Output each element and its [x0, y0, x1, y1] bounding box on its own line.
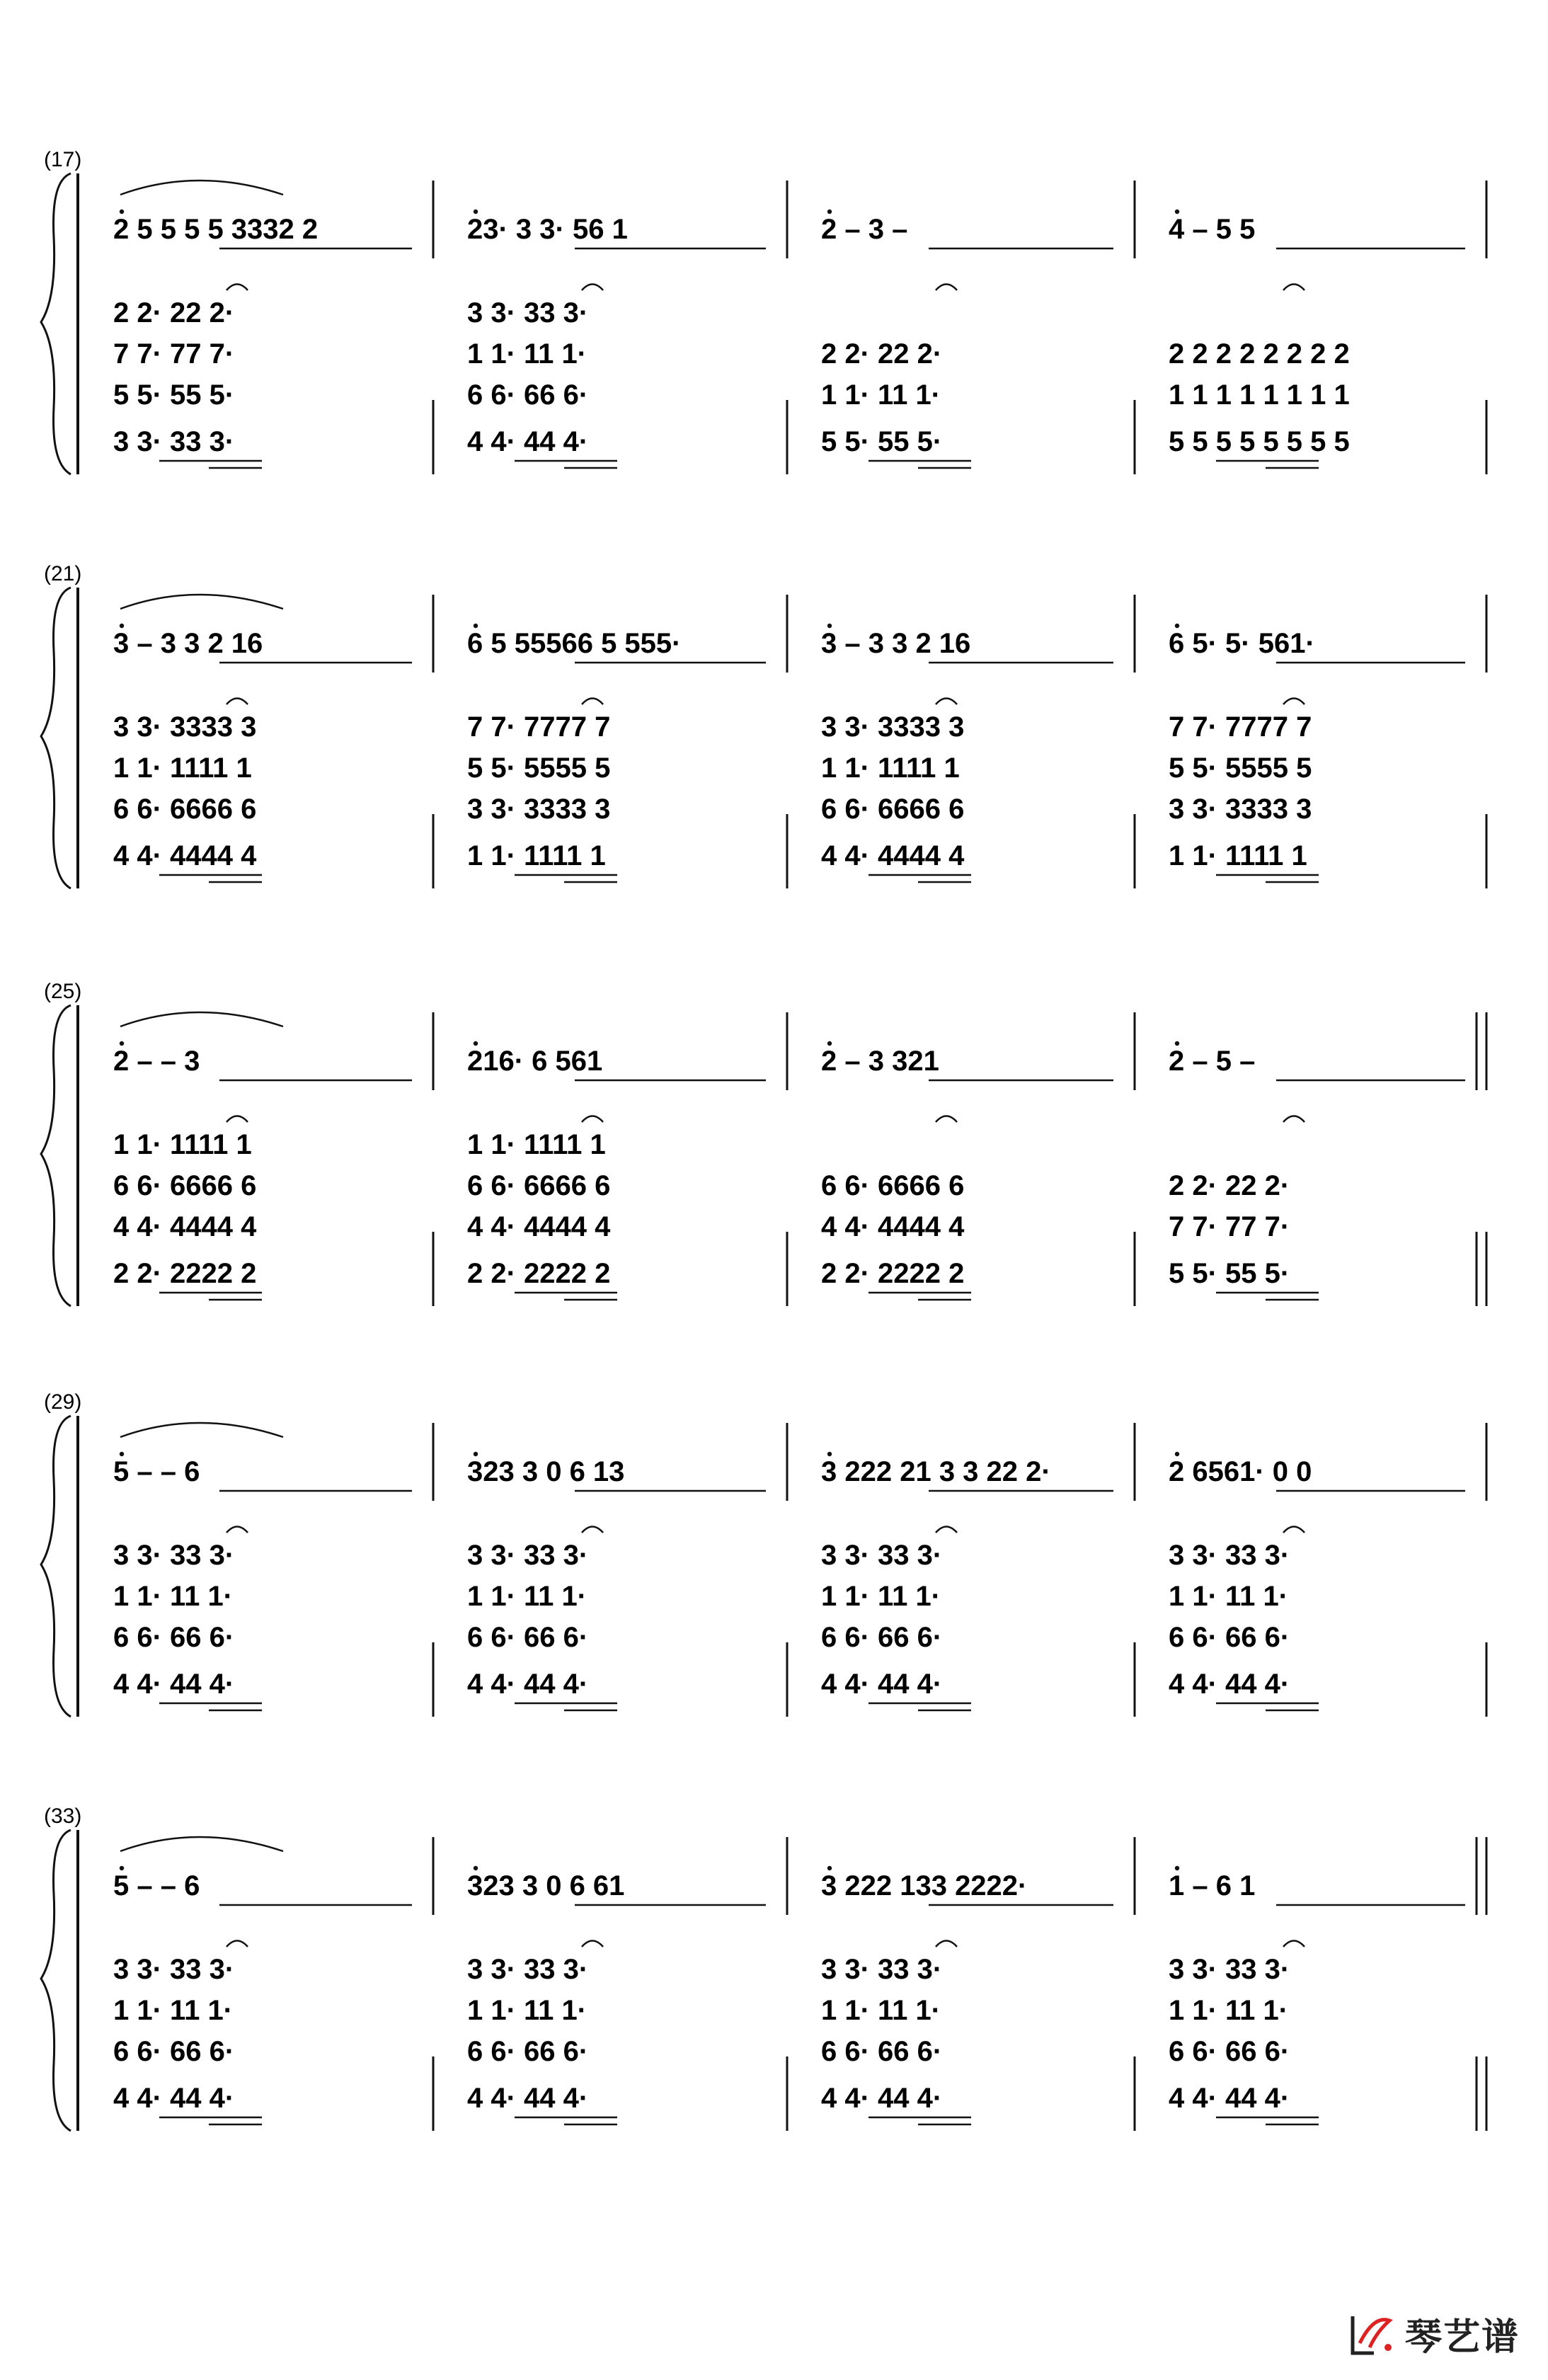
accompaniment-voice-3: 1 1· 11 1·	[821, 379, 941, 411]
accompaniment-voice-3: 4 4· 4444 4	[113, 1211, 257, 1242]
melody-notes: 2 – – 3	[113, 1046, 200, 1077]
melody-notes: 4 – 5 5	[1169, 214, 1256, 245]
measure	[113, 181, 433, 474]
accompaniment-voice-4: 3 3· 33 3·	[113, 426, 235, 457]
measure	[113, 1423, 433, 1717]
measure	[467, 595, 787, 888]
melody-notes: 2 – 3 321	[821, 1046, 939, 1077]
octave-dot	[827, 624, 832, 628]
accompaniment-voice-4: 2 2· 2222 2	[113, 1258, 257, 1289]
melody-notes: 3 – 3 3 2 16	[821, 628, 971, 659]
measure	[1169, 595, 1486, 888]
accompaniment-voice-4: 4 4· 4444 4	[821, 840, 965, 871]
grand-staff-brace	[41, 173, 71, 474]
accompaniment-voice-2: 1 1· 11 1·	[113, 1995, 234, 2026]
accompaniment-voice-4: 4 4· 44 4·	[467, 2083, 589, 2114]
tie-arc	[582, 285, 603, 291]
accompaniment-voice-2: 6 6· 6666 6	[113, 1170, 257, 1201]
accompaniment-voice-1: 3 3· 3333 3	[113, 711, 257, 743]
accompaniment-voice-3: 7 7· 77 7·	[1169, 1211, 1290, 1242]
melody-notes: 2 6561· 0 0	[1169, 1456, 1312, 1487]
accompaniment-voice-2: 5 5· 5555 5	[1169, 753, 1312, 784]
measure-number: (17)	[44, 148, 82, 171]
melody-notes: 2 5 5 5 5 3332 2	[113, 214, 319, 245]
octave-dot	[827, 210, 832, 214]
accompaniment-voice-2: 1 1· 11 1·	[467, 338, 587, 370]
melody-notes: 2 – 3 –	[821, 214, 908, 245]
melody-notes: 6 5· 5· 561·	[1169, 628, 1315, 659]
tie-arc	[936, 1116, 957, 1123]
accompaniment-voice-2: 2 2· 22 2·	[821, 338, 943, 370]
octave-dot	[120, 1452, 124, 1456]
tie-arc	[936, 285, 957, 291]
slur-arc	[120, 1837, 283, 1851]
tie-arc	[582, 1116, 603, 1123]
system-4	[41, 1390, 1486, 1717]
melody-notes: 1 – 6 1	[1169, 1870, 1256, 1901]
accompaniment-voice-2: 1 1· 1111 1	[113, 753, 252, 784]
logo-icon	[1346, 2308, 1398, 2360]
measure	[1169, 181, 1486, 474]
accompaniment-voice-2: 1 1· 11 1·	[1169, 1995, 1289, 2026]
accompaniment-voice-3: 6 6· 66 6·	[1169, 1622, 1290, 1653]
measure	[821, 181, 1135, 474]
melody-notes: 3 222 133 2222·	[821, 1870, 1028, 1901]
octave-dot	[474, 210, 478, 214]
tie-arc	[936, 699, 957, 705]
accompaniment-voice-3: 1 1 1 1 1 1 1 1	[1169, 379, 1350, 411]
accompaniment-voice-1: 7 7· 7777 7	[467, 711, 611, 743]
accompaniment-voice-3: 5 5· 55 5·	[113, 379, 235, 411]
tie-arc	[227, 1941, 248, 1947]
octave-dot	[120, 624, 124, 628]
accompaniment-voice-1: 3 3· 33 3·	[467, 297, 589, 328]
accompaniment-voice-4: 4 4· 4444 4	[113, 840, 257, 871]
tie-arc	[227, 1116, 248, 1123]
measure-number: (25)	[44, 980, 82, 1003]
grand-staff-brace	[41, 1416, 71, 1717]
accompaniment-voice-2: 1 1· 11 1·	[821, 1995, 941, 2026]
accompaniment-voice-1: 1 1· 1111 1	[113, 1129, 252, 1160]
tie-arc	[1283, 285, 1305, 291]
accompaniment-voice-4: 4 4· 44 4·	[821, 2083, 943, 2114]
octave-dot	[474, 1041, 478, 1046]
accompaniment-voice-1: 3 3· 33 3·	[1169, 1540, 1290, 1571]
octave-dot	[1175, 1866, 1179, 1870]
melody-notes: 5 – – 6	[113, 1456, 200, 1487]
octave-dot	[474, 1866, 478, 1870]
accompaniment-voice-2: 1 1· 11 1·	[113, 1581, 234, 1612]
octave-dot	[1175, 210, 1179, 214]
accompaniment-voice-1: 3 3· 3333 3	[821, 711, 965, 743]
slur-arc	[120, 1423, 283, 1437]
measure	[467, 1012, 787, 1306]
system-1	[41, 148, 1486, 474]
accompaniment-voice-4: 4 4· 44 4·	[467, 1669, 589, 1700]
measure	[821, 1012, 1135, 1306]
accompaniment-voice-3: 6 6· 66 6·	[1169, 2036, 1290, 2067]
accompaniment-voice-3: 6 6· 66 6·	[467, 2036, 589, 2067]
melody-notes: 216· 6 561	[467, 1046, 603, 1077]
grand-staff-brace	[41, 1830, 71, 2131]
accompaniment-voice-3: 4 4· 4444 4	[821, 1211, 965, 1242]
octave-dot	[120, 210, 124, 214]
system-3	[41, 980, 1486, 1306]
system-2	[41, 562, 1486, 888]
accompaniment-voice-4: 4 4· 44 4·	[1169, 2083, 1290, 2114]
accompaniment-voice-3: 6 6· 66 6·	[113, 2036, 235, 2067]
accompaniment-voice-1: 3 3· 33 3·	[113, 1954, 235, 1985]
accompaniment-voice-1: 3 3· 33 3·	[821, 1954, 943, 1985]
watermark	[1346, 2307, 1520, 2360]
accompaniment-voice-1: 3 3· 33 3·	[467, 1954, 589, 1985]
accompaniment-voice-3: 4 4· 4444 4	[467, 1211, 611, 1242]
accompaniment-voice-1: 3 3· 33 3·	[821, 1540, 943, 1571]
measure	[467, 1423, 787, 1717]
measure	[1169, 1423, 1486, 1717]
accompaniment-voice-4: 5 5· 55 5·	[1169, 1258, 1290, 1289]
accompaniment-voice-1: 1 1· 1111 1	[467, 1129, 606, 1160]
tie-arc	[582, 699, 603, 705]
accompaniment-voice-4: 2 2· 2222 2	[467, 1258, 611, 1289]
accompaniment-voice-4: 2 2· 2222 2	[821, 1258, 965, 1289]
accompaniment-voice-2: 1 1· 1111 1	[821, 753, 960, 784]
accompaniment-voice-3: 3 3· 3333 3	[1169, 794, 1312, 825]
accompaniment-voice-1: 3 3· 33 3·	[1169, 1954, 1290, 1985]
accompaniment-voice-4: 4 4· 44 4·	[1169, 1669, 1290, 1700]
octave-dot	[1175, 1452, 1179, 1456]
tie-arc	[936, 1941, 957, 1947]
octave-dot	[474, 1452, 478, 1456]
accompaniment-voice-2: 2 2· 22 2·	[1169, 1170, 1290, 1201]
accompaniment-voice-4: 5 5 5 5 5 5 5 5	[1169, 426, 1350, 457]
accompaniment-voice-1: 7 7· 7777 7	[1169, 711, 1312, 743]
accompaniment-voice-3: 3 3· 3333 3	[467, 794, 611, 825]
accompaniment-voice-3: 6 6· 6666 6	[113, 794, 257, 825]
accompaniment-voice-3: 6 6· 66 6·	[467, 1622, 589, 1653]
melody-notes: 3 – 3 3 2 16	[113, 628, 263, 659]
measure	[821, 1423, 1135, 1717]
melody-notes: 3 222 21 3 3 22 2·	[821, 1456, 1051, 1487]
octave-dot	[827, 1041, 832, 1046]
accompaniment-voice-4: 4 4· 44 4·	[113, 2083, 235, 2114]
octave-dot	[1175, 624, 1179, 628]
melody-notes: 6 5 55566 5 555·	[467, 628, 682, 659]
accompaniment-voice-2: 1 1· 11 1·	[821, 1581, 941, 1612]
octave-dot	[120, 1041, 124, 1046]
accompaniment-voice-4: 1 1· 1111 1	[1169, 840, 1307, 871]
accompaniment-voice-4: 4 4· 44 4·	[467, 426, 589, 457]
measure	[1169, 1012, 1486, 1306]
accompaniment-voice-2: 1 1· 11 1·	[467, 1581, 587, 1612]
measure	[1169, 1837, 1486, 2131]
accompaniment-voice-3: 6 6· 66 6·	[467, 379, 589, 411]
octave-dot	[827, 1866, 832, 1870]
measure	[113, 595, 433, 888]
measure	[821, 1837, 1135, 2131]
octave-dot	[474, 624, 478, 628]
accompaniment-voice-1: 3 3· 33 3·	[113, 1540, 235, 1571]
slur-arc	[120, 1012, 283, 1026]
tie-arc	[1283, 1116, 1305, 1123]
measure	[821, 595, 1135, 888]
slur-arc	[120, 595, 283, 609]
tie-arc	[1283, 1527, 1305, 1533]
octave-dot	[1175, 1041, 1179, 1046]
tie-arc	[227, 1527, 248, 1533]
melody-notes: 5 – – 6	[113, 1870, 200, 1901]
tie-arc	[1283, 1941, 1305, 1947]
system-5	[41, 1804, 1486, 2131]
accompaniment-voice-2: 5 5· 5555 5	[467, 753, 611, 784]
accompaniment-voice-4: 4 4· 44 4·	[821, 1669, 943, 1700]
accompaniment-voice-2: 1 1· 11 1·	[1169, 1581, 1289, 1612]
accompaniment-voice-2: 7 7· 77 7·	[113, 338, 235, 370]
octave-dot	[827, 1452, 832, 1456]
tie-arc	[582, 1941, 603, 1947]
measure	[113, 1012, 433, 1306]
measure	[467, 1837, 787, 2131]
accompaniment-voice-3: 6 6· 66 6·	[821, 2036, 943, 2067]
melody-notes: 2 – 5 –	[1169, 1046, 1256, 1077]
accompaniment-voice-2: 2 2 2 2 2 2 2 2	[1169, 338, 1350, 370]
melody-notes: 323 3 0 6 13	[467, 1456, 625, 1487]
grand-staff-brace	[41, 1005, 71, 1306]
slur-arc	[120, 181, 283, 195]
accompaniment-voice-2: 6 6· 6666 6	[821, 1170, 965, 1201]
accompaniment-voice-4: 5 5· 55 5·	[821, 426, 943, 457]
melody-notes: 323 3 0 6 61	[467, 1870, 625, 1901]
measure-number: (33)	[44, 1804, 82, 1828]
melody-notes: 23· 3 3· 56 1	[467, 214, 628, 245]
accompaniment-voice-1: 3 3· 33 3·	[467, 1540, 589, 1571]
measure-number: (29)	[44, 1390, 82, 1414]
accompaniment-voice-2: 6 6· 6666 6	[467, 1170, 611, 1201]
tie-arc	[936, 1527, 957, 1533]
grand-staff-brace	[41, 588, 71, 888]
accompaniment-voice-3: 6 6· 66 6·	[821, 1622, 943, 1653]
tie-arc	[227, 285, 248, 291]
measure	[113, 1837, 433, 2131]
tie-arc	[582, 1527, 603, 1533]
accompaniment-voice-3: 6 6· 66 6·	[113, 1622, 235, 1653]
measure-number: (21)	[44, 562, 82, 585]
accompaniment-voice-1: 2 2· 22 2·	[113, 297, 235, 328]
measure	[467, 181, 787, 474]
watermark-text: 琴艺谱	[1404, 2316, 1520, 2359]
tie-arc	[1283, 699, 1305, 705]
accompaniment-voice-4: 1 1· 1111 1	[467, 840, 606, 871]
tie-arc	[227, 699, 248, 705]
accompaniment-voice-3: 6 6· 6666 6	[821, 794, 965, 825]
accompaniment-voice-2: 1 1· 11 1·	[467, 1995, 587, 2026]
accompaniment-voice-4: 4 4· 44 4·	[113, 1669, 235, 1700]
octave-dot	[120, 1866, 124, 1870]
